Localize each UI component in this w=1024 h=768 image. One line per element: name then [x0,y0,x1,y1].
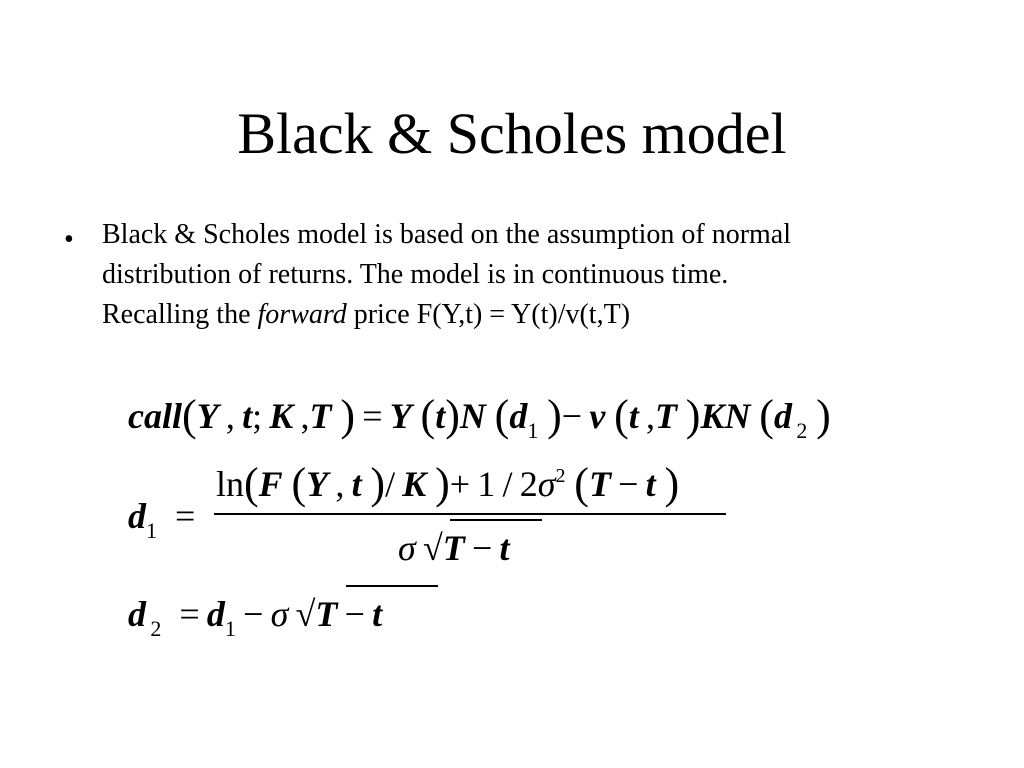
formula-d1-numerator: ln(F (Y , t )/ K )+ $1 / 2\sigma^2$ (T − t ) [216,459,680,508]
bullet-line-1: Black & Scholes model is based on the assumption of normal [102,219,792,250]
bullet-line-3-italic: forward [257,299,347,330]
bullet-line-3 [102,295,962,335]
formula-d2: d $_2 = d_1 - \sigma$ √T − t [128,594,383,641]
sqrt-bar-d1 [450,519,542,521]
sqrt-bar-d2 [346,585,438,587]
slide-title: Black & Scholes model [237,101,787,166]
bullet-symbol: • [64,224,74,255]
fraction-bar [214,513,726,515]
formula-d1-denominator: σ √T − t [398,528,510,568]
bullet-text [102,215,962,335]
bullet-line-3-prefix: Recalling the [102,299,258,330]
bullet-line-2: distribution of returns. The model is in continuous time. [102,259,729,290]
formula-d1-lhs: $d_1$ = [128,496,196,543]
formula-call: call(Y , t; K ,T ) = Y (t)N ($d_1$ )− v (t ,T )KN (d $_2$ ) [128,391,831,443]
bullet-line-3-suffix: price F(Y,t) = Y(t)/v(t,T) [346,299,631,330]
